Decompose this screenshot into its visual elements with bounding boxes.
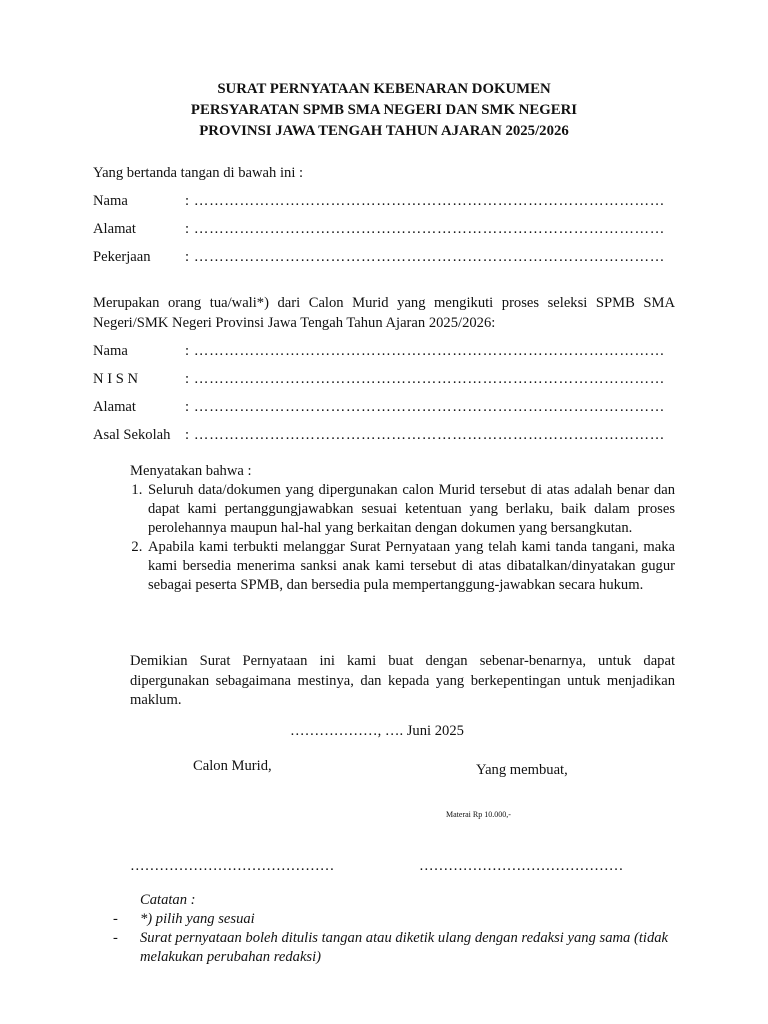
signer-signature-line: …………………………………… xyxy=(419,858,624,874)
field-blank: : ………………………………………………………………………………… xyxy=(185,371,665,387)
field-label: Nama xyxy=(93,193,128,209)
student-signature-line: …………………………………… xyxy=(130,858,335,874)
note-dash: - xyxy=(113,930,118,946)
document-title xyxy=(0,79,768,142)
declaration-heading: Menyatakan bahwa : xyxy=(130,463,252,479)
date-line: ………………, …. Juni 2025 xyxy=(290,723,464,739)
field-blank: : ………………………………………………………………………………… xyxy=(185,399,665,415)
guardian-address-row xyxy=(93,220,675,248)
student-name-row xyxy=(93,342,675,370)
student-signature-label: Calon Murid, xyxy=(193,758,272,774)
declaration-item: 2. Apabila kami terbukti melanggar Surat Pernyataan yang telah kami tanda tangani, maka kami bersedia menerima sanksi anak kami tersebut di atas dibatalkan/dinyatakan gugur sebagai peserta SPMB, dan bersedia pula mempertanggung-jawabkan secara hukum. xyxy=(146,538,675,595)
title-line-3: PROVINSI JAWA TENGAH TAHUN AJARAN 2025/2026 xyxy=(199,123,569,139)
field-blank: : ………………………………………………………………………………… xyxy=(185,249,665,265)
note-text: *) pilih yang sesuai xyxy=(140,911,255,927)
notes-heading: Catatan : xyxy=(140,892,196,908)
field-label: Pekerjaan xyxy=(93,249,151,265)
guardian-occupation-row xyxy=(93,248,675,276)
student-fields xyxy=(93,342,675,454)
declaration-list xyxy=(130,481,675,595)
field-label: Nama xyxy=(93,343,128,359)
student-nisn-row xyxy=(93,370,675,398)
guardian-name-row xyxy=(93,192,675,220)
field-label: Alamat xyxy=(93,399,136,415)
note-dash: - xyxy=(113,911,118,927)
field-blank: : ………………………………………………………………………………… xyxy=(185,221,665,237)
field-blank: : ………………………………………………………………………………… xyxy=(185,193,665,209)
statement-paragraph: Merupakan orang tua/wali*) dari Calon Murid yang mengikuti proses seleksi SPMB SMA Negeri/SMK Negeri Provinsi Jawa Tengah Tahun Ajaran 2025/2026: xyxy=(93,295,675,331)
materai-stamp-text: Materai Rp 10.000,- xyxy=(446,810,511,819)
closing-paragraph: Demikian Surat Pernyataan ini kami buat dengan sebenar-benarnya, untuk dapat dipergunakan sebagaimana mestinya, dan kepada yang berkepentingan untuk menjadikan maklum. xyxy=(130,653,675,708)
field-label: Alamat xyxy=(93,221,136,237)
note-item xyxy=(113,929,673,967)
note-item xyxy=(113,910,673,929)
field-label: Asal Sekolah xyxy=(93,427,171,443)
student-school-row xyxy=(93,426,675,454)
field-label: N I S N xyxy=(93,371,138,387)
field-blank: : ………………………………………………………………………………… xyxy=(185,427,665,443)
declaration-item: 1. Seluruh data/dokumen yang dipergunakan calon Murid tersebut di atas adalah benar dan dapat kami pertanggungjawabkan sesuai ketentuan yang berlaku, baik dalam proses perolehannya maupun hal-hal yang berkaitan dengan dokumen yang bersangkutan. xyxy=(146,481,675,538)
guardian-fields xyxy=(93,192,675,276)
student-address-row xyxy=(93,398,675,426)
signer-signature-label: Yang membuat, xyxy=(476,762,568,778)
notes-section xyxy=(113,891,673,967)
declaration xyxy=(130,462,675,595)
title-line-2: PERSYARATAN SPMB SMA NEGERI DAN SMK NEGERI xyxy=(190,102,578,118)
title-line-1: SURAT PERNYATAAN KEBENARAN DOKUMEN xyxy=(217,81,551,97)
field-blank: : ………………………………………………………………………………… xyxy=(185,343,665,359)
note-text: Surat pernyataan boleh ditulis tangan atau diketik ulang dengan redaksi yang sama (tidak melakukan perubahan redaksi) xyxy=(140,930,669,965)
intro-text: Yang bertanda tangan di bawah ini : xyxy=(93,165,304,181)
